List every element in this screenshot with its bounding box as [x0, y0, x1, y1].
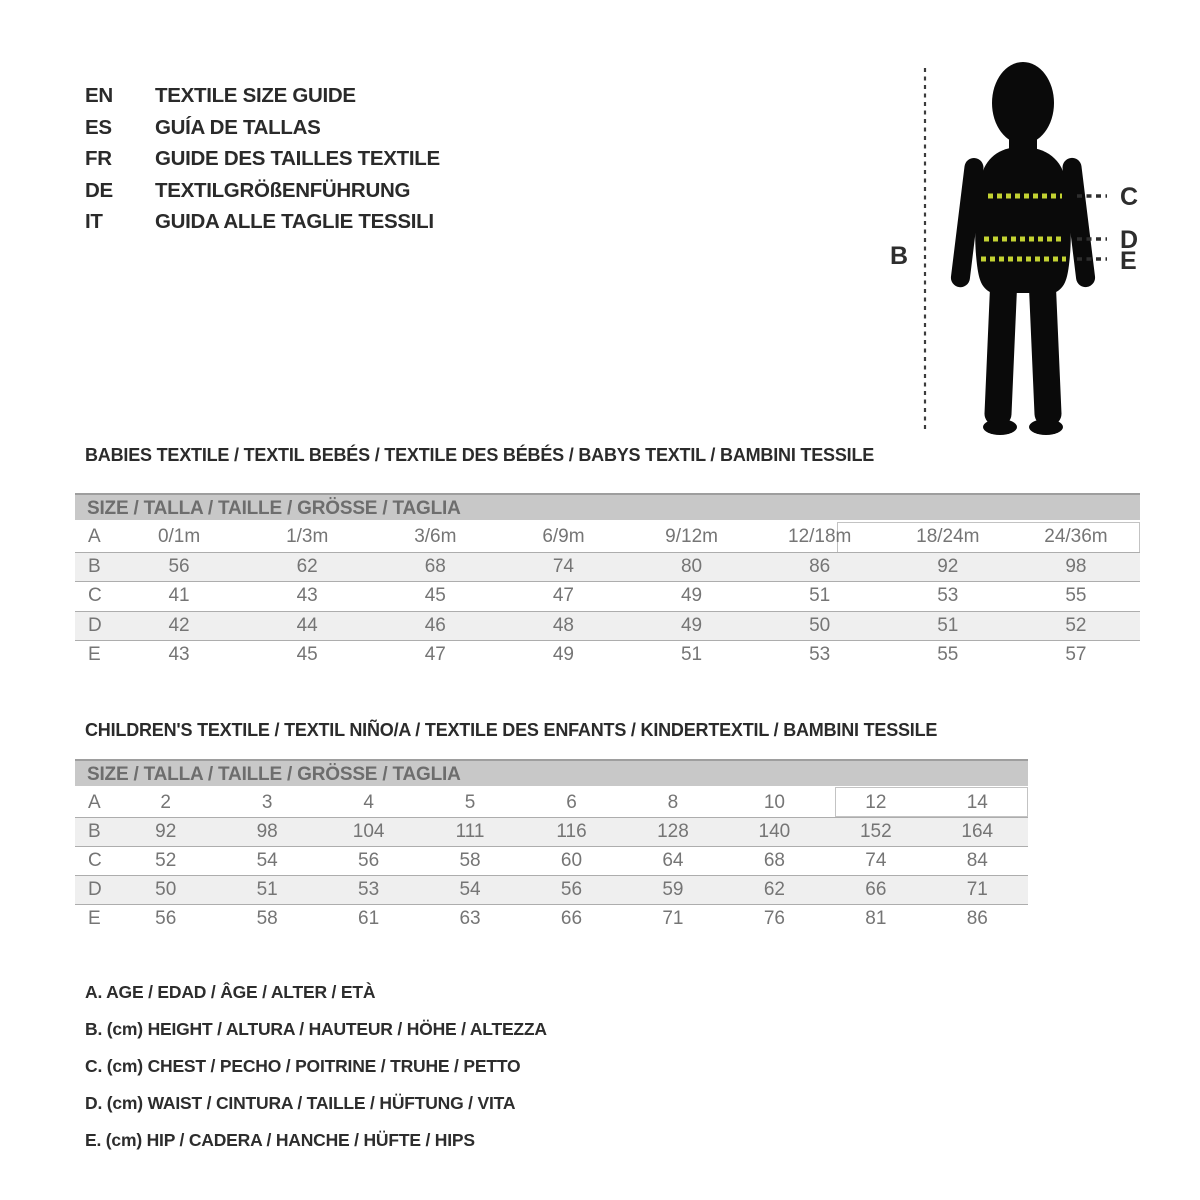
size-value-cell: 66 [560, 908, 583, 929]
size-value-cell: 55 [1065, 585, 1087, 607]
language-row [85, 80, 440, 112]
row-label: D [88, 614, 102, 636]
legend-item: C. (cm) CHEST / PECHO / POITRINE / TRUHE / PETTO [85, 1056, 521, 1076]
size-value-cell: 51 [809, 585, 831, 607]
size-value-cell: 49 [680, 614, 703, 636]
size-value-cell: 41 [168, 585, 190, 607]
size-value-cell: 50 [809, 614, 831, 636]
size-value-cell: 80 [680, 555, 703, 577]
table-row-A [75, 788, 1028, 817]
size-value-cell: 47 [424, 644, 446, 666]
children-size-table [75, 759, 1028, 933]
size-value-cell: 49 [680, 585, 703, 607]
size-value-cell: 128 [657, 821, 689, 842]
legend-item: A. AGE / EDAD / ÂGE / ALTER / ETÀ [85, 982, 376, 1002]
size-value-cell: 140 [758, 821, 791, 842]
size-value-cell: 84 [966, 850, 988, 871]
size-value-cell: 81 [865, 908, 887, 929]
legend-item: E. (cm) HIP / CADERA / HANCHE / HÜFTE / HIPS [85, 1130, 475, 1150]
size-value-cell: 68 [424, 555, 446, 577]
language-code: DE [85, 178, 113, 202]
size-value-cell: 54 [459, 879, 481, 900]
language-label: TEXTILGRÖßENFÜHRUNG [155, 178, 411, 202]
row-label: B [88, 555, 101, 577]
size-value-cell: 53 [937, 585, 959, 607]
table-row-E [75, 904, 1028, 933]
language-code: IT [85, 210, 103, 233]
table-row-D [75, 875, 1028, 904]
size-value-cell: 43 [296, 585, 318, 607]
size-value-cell: 2 [160, 791, 171, 813]
size-value-cell: 43 [168, 644, 190, 666]
table-row-A [75, 522, 1140, 552]
size-value-cell: 10 [763, 791, 785, 813]
table-row-B [75, 817, 1028, 846]
size-value-cell: 3/6m [414, 525, 457, 547]
size-value-cell: 44 [296, 614, 318, 636]
babies-section-title: BABIES TEXTILE / TEXTIL BEBÉS / TEXTILE DES BÉBÉS / BABYS TEXTIL / BAMBINI TESSILE [85, 445, 875, 465]
size-value-cell: 48 [552, 614, 574, 636]
size-value-cell: 62 [296, 555, 318, 577]
language-row [85, 206, 440, 238]
size-value-cell: 61 [358, 908, 380, 929]
size-value-cell: 42 [168, 614, 190, 636]
babies-size-table [75, 493, 1140, 670]
size-value-cell: 63 [459, 908, 481, 929]
size-value-cell: 86 [966, 908, 988, 929]
row-label: C [88, 850, 102, 871]
size-value-cell: 5 [464, 791, 476, 813]
row-label: A [88, 791, 101, 813]
size-value-cell: 54 [256, 850, 278, 871]
size-value-cell: 9/12m [665, 525, 718, 547]
size-value-cell: 76 [763, 908, 785, 929]
size-value-cell: 98 [256, 821, 278, 842]
size-value-cell: 56 [560, 879, 583, 900]
size-value-cell: 74 [865, 850, 887, 871]
size-table-header: SIZE / TALLA / TAILLE / GRÖSSE / TAGLIA [75, 493, 1140, 520]
size-value-cell: 6/9m [542, 525, 585, 547]
size-value-cell: 51 [937, 614, 959, 636]
size-value-cell: 56 [155, 908, 177, 929]
size-value-cell: 152 [859, 821, 892, 842]
size-value-cell: 12 [865, 791, 887, 813]
hip-label: E [1120, 247, 1137, 275]
table-row-C [75, 581, 1140, 611]
language-label: GUIDA ALLE TAGLIE TESSILI [155, 210, 434, 233]
size-value-cell: 52 [1065, 614, 1087, 636]
language-label: TEXTILE SIZE GUIDE [155, 84, 356, 107]
size-value-cell: 46 [424, 614, 446, 636]
child-silhouette-diagram [880, 55, 1160, 440]
size-value-cell: 53 [809, 644, 831, 666]
size-value-cell: 1/3m [286, 525, 329, 547]
row-label: A [88, 525, 101, 547]
language-row [85, 143, 440, 175]
size-value-cell: 58 [256, 908, 278, 929]
size-value-cell: 111 [455, 821, 485, 842]
language-label: GUIDE DES TAILLES TEXTILE [155, 147, 440, 170]
height-label: B [890, 242, 909, 270]
legend-item: D. (cm) WAIST / CINTURA / TAILLE / HÜFTUNG / VITA [85, 1093, 516, 1113]
size-value-cell: 56 [358, 850, 380, 871]
size-value-cell: 116 [556, 821, 587, 842]
table-row-E [75, 640, 1140, 670]
size-value-cell: 14 [966, 791, 988, 813]
size-value-cell: 71 [662, 908, 684, 929]
size-value-cell: 71 [966, 879, 988, 900]
table-row-B [75, 552, 1140, 582]
size-value-cell: 86 [809, 555, 831, 577]
size-value-cell: 12/18m [788, 525, 852, 547]
row-label: E [88, 644, 101, 666]
size-value-cell: 59 [662, 879, 684, 900]
size-value-cell: 57 [1065, 644, 1087, 666]
size-value-cell: 3 [261, 791, 273, 813]
size-value-cell: 164 [961, 821, 994, 842]
waist-label: D [1120, 226, 1139, 254]
size-value-cell: 74 [552, 555, 574, 577]
size-value-cell: 60 [560, 850, 583, 871]
language-title-list [85, 80, 440, 238]
row-label: D [88, 879, 102, 900]
size-value-cell: 55 [937, 644, 959, 666]
size-value-cell: 104 [352, 821, 385, 842]
table-row-C [75, 846, 1028, 875]
size-value-cell: 58 [459, 850, 481, 871]
size-value-cell: 68 [763, 850, 785, 871]
size-value-cell: 62 [763, 879, 785, 900]
size-value-cell: 51 [680, 644, 703, 666]
legend-item: B. (cm) HEIGHT / ALTURA / HAUTEUR / HÖHE / ALTEZZA [85, 1019, 547, 1039]
size-value-cell: 45 [296, 644, 318, 666]
language-code: FR [85, 147, 112, 170]
size-value-cell: 66 [865, 879, 887, 900]
row-label: C [88, 585, 102, 607]
size-value-cell: 18/24m [916, 525, 980, 547]
size-value-cell: 6 [566, 791, 577, 813]
size-value-cell: 52 [155, 850, 177, 871]
language-row [85, 175, 440, 207]
children-section-title: CHILDREN'S TEXTILE / TEXTIL NIÑO/A / TEXTILE DES ENFANTS / KINDERTEXTIL / BAMBINI TESSILE [85, 720, 938, 740]
size-value-cell: 24/36m [1044, 525, 1108, 547]
size-value-cell: 53 [358, 879, 380, 900]
size-value-cell: 45 [424, 585, 446, 607]
size-value-cell: 4 [363, 791, 374, 813]
size-value-cell: 47 [552, 585, 574, 607]
size-value-cell: 50 [155, 879, 177, 900]
size-value-cell: 0/1m [157, 525, 201, 547]
child-silhouette [950, 62, 1096, 435]
language-row [85, 112, 440, 144]
size-value-cell: 56 [168, 555, 190, 577]
size-figure [880, 55, 1160, 440]
size-table-header: SIZE / TALLA / TAILLE / GRÖSSE / TAGLIA [75, 759, 1028, 786]
chest-label: C [1120, 183, 1139, 211]
size-value-cell: 51 [256, 879, 278, 900]
language-label: GUÍA DE TALLAS [155, 115, 321, 139]
size-value-cell: 92 [937, 555, 959, 577]
language-code: EN [85, 84, 113, 107]
size-value-cell: 49 [552, 644, 574, 666]
table-row-D [75, 611, 1140, 641]
size-value-cell: 64 [662, 850, 684, 871]
row-label: B [88, 821, 101, 842]
language-code: ES [85, 115, 112, 139]
size-value-cell: 92 [155, 821, 177, 842]
measurement-legend [85, 974, 547, 1159]
row-label: E [88, 908, 101, 929]
size-value-cell: 8 [667, 791, 679, 813]
size-value-cell: 98 [1065, 555, 1087, 577]
